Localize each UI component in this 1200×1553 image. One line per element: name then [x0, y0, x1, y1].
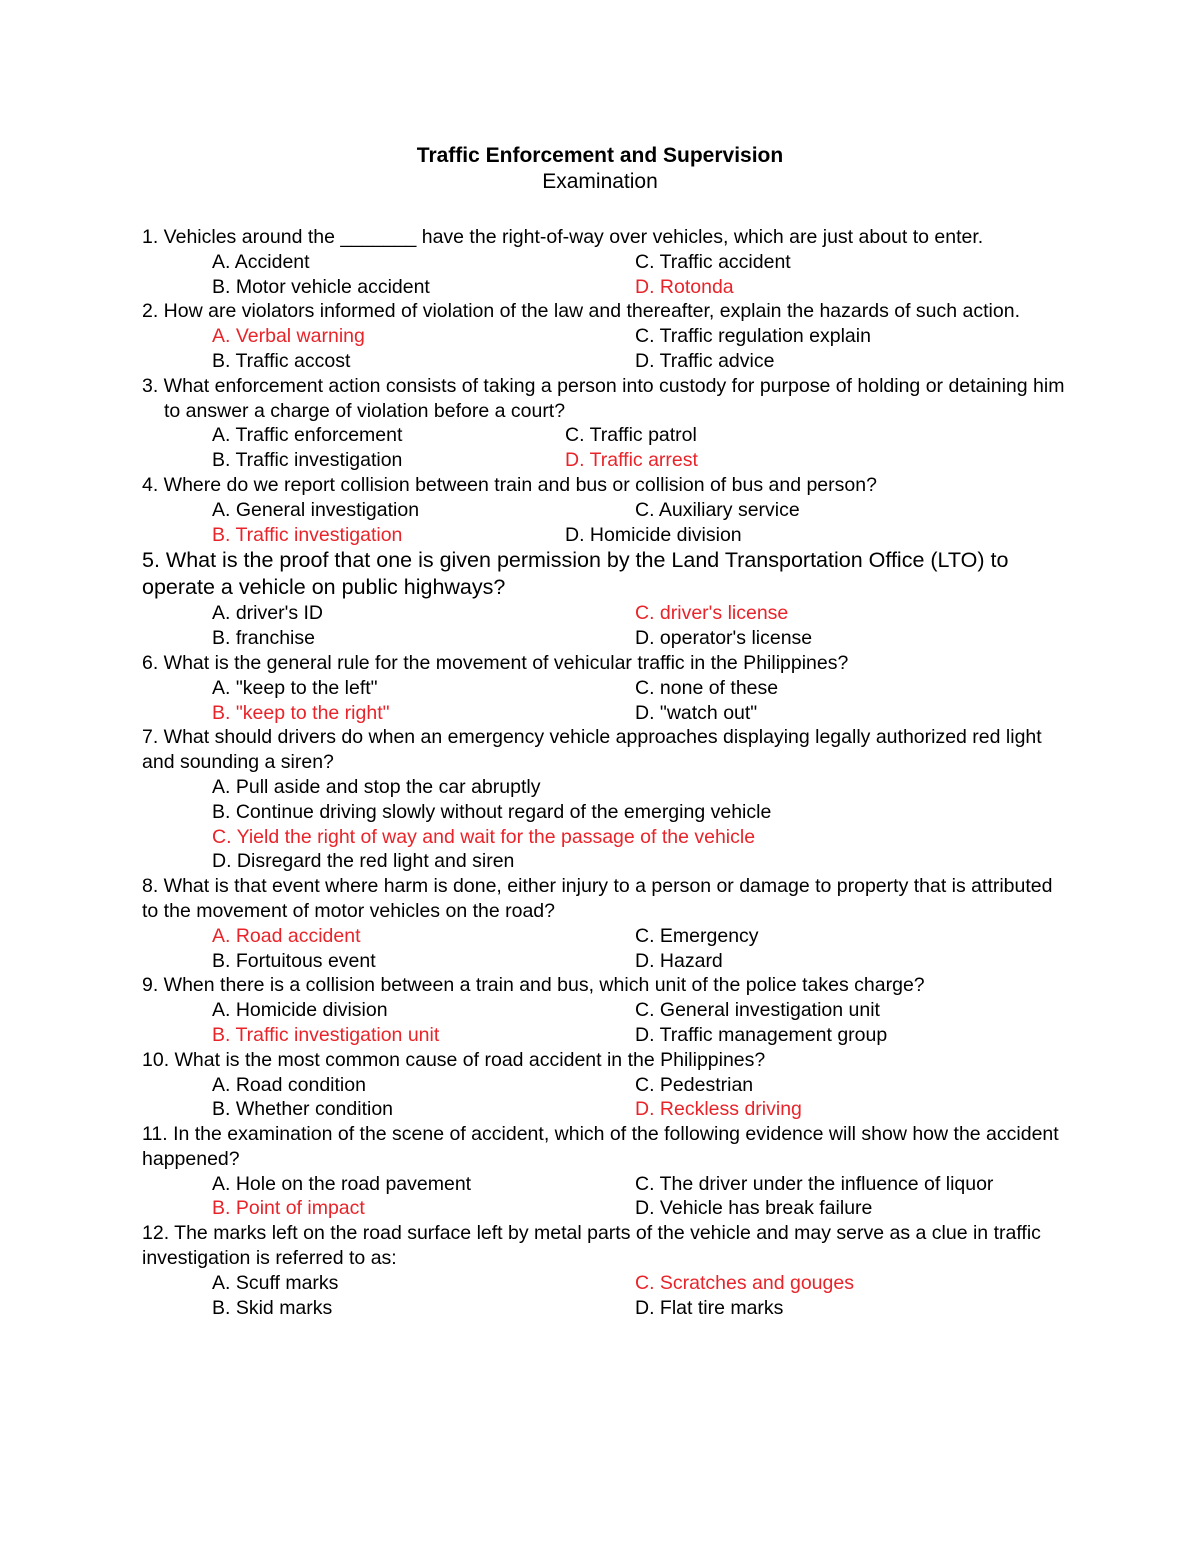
answer-options	[212, 523, 1067, 548]
option: A. Pull aside and stop the car abruptly	[212, 775, 541, 798]
option: D. Traffic advice	[635, 349, 775, 372]
question-12	[142, 1221, 1067, 1320]
option: C. driver's license	[635, 602, 789, 625]
option: A. Hole on the road pavement	[212, 1172, 472, 1195]
option: D. Hazard	[635, 949, 723, 972]
option: B. Traffic investigation	[212, 449, 403, 472]
option: A. driver's ID	[212, 602, 323, 625]
option: B. Skid marks	[212, 1296, 333, 1319]
question-text: 12. The marks left on the road surface left by metal parts of the vehicle and may serve as a clue in traffic investigation is referred to as:	[142, 1222, 1041, 1270]
question-text: 1. Vehicles around the _______ have the right-of-way over vehicles, which are just about to enter.	[142, 226, 984, 248]
question-2	[142, 299, 1067, 373]
question-10	[142, 1048, 1067, 1122]
option: B. Whether condition	[212, 1098, 394, 1121]
option: D. Flat tire marks	[635, 1296, 784, 1319]
option: C. Scratches and gouges	[635, 1271, 854, 1294]
question-text: 11. In the examination of the scene of accident, which of the following evidence will show how the accident happened?	[142, 1123, 1059, 1170]
question-9	[142, 973, 1067, 1047]
option: B. franchise	[212, 627, 315, 650]
option: B. Traffic investigation	[212, 523, 403, 546]
option: D. Disregard the red light and siren	[212, 850, 515, 873]
question-8	[142, 874, 1067, 973]
answer-options	[212, 601, 1067, 651]
option: C. Traffic patrol	[565, 424, 697, 447]
option: A. Road condition	[212, 1073, 366, 1096]
question-4	[142, 473, 1067, 547]
question-11	[142, 1122, 1067, 1221]
option: C. Traffic regulation explain	[635, 325, 871, 348]
option: B. Fortuitous event	[212, 949, 376, 972]
option: D. Reckless driving	[635, 1098, 802, 1121]
answer-options	[212, 1172, 1067, 1222]
option: B. Traffic accost	[212, 349, 351, 372]
option: B. Motor vehicle accident	[212, 275, 430, 298]
option: C. Traffic accident	[635, 250, 791, 273]
question-text: 2. How are violators informed of violation of the law and thereafter, explain the hazards of such action.	[142, 300, 1020, 323]
option: C. Pedestrian	[635, 1073, 754, 1096]
option: A. Road accident	[212, 924, 361, 947]
option: D. Vehicle has break failure	[635, 1197, 873, 1220]
option: A. Traffic enforcement	[212, 424, 403, 447]
option: C. none of these	[635, 676, 779, 699]
question-list	[142, 225, 1067, 1320]
option: A. General investigation	[212, 498, 420, 521]
option: A. "keep to the left"	[212, 676, 378, 699]
question-7	[142, 725, 1067, 874]
option: B. Point of impact	[212, 1197, 365, 1220]
question-text: 7. What should drivers do when an emergency vehicle approaches displaying legally authorized red light and sounding a siren?	[142, 726, 1042, 774]
question-5	[142, 547, 1067, 651]
question-6	[142, 651, 1067, 725]
option: C. Yield the right of way and wait for the passage of the vehicle	[212, 825, 756, 848]
option: B. Traffic investigation unit	[212, 1023, 440, 1046]
answer-options	[212, 998, 1067, 1048]
question-text: 5. What is the proof that one is given permission by the Land Transportation Office (LTO) to operate a vehicle on public highways?	[142, 548, 1009, 600]
answer-options	[212, 775, 1067, 874]
option: A. Homicide division	[212, 999, 388, 1022]
option: A. Verbal warning	[212, 325, 365, 348]
option: A. Accident	[212, 250, 310, 273]
answer-options	[212, 1271, 1067, 1321]
option: D. "watch out"	[635, 701, 758, 724]
question-text: 4. Where do we report collision between train and bus or collision of bus and person?	[142, 473, 877, 496]
answer-options	[212, 250, 1067, 300]
option: C. General investigation unit	[635, 999, 880, 1022]
document-title: Traffic Enforcement and Supervision	[416, 144, 784, 167]
option: B. "keep to the right"	[212, 701, 390, 724]
option: D. Rotonda	[635, 275, 734, 298]
answer-options	[212, 924, 1067, 974]
answer-options	[212, 1073, 1067, 1123]
question-text: 6. What is the general rule for the movement of vehicular traffic in the Philippines?	[142, 651, 849, 674]
question-text: 9. When there is a collision between a train and bus, which unit of the police takes charge?	[142, 974, 925, 997]
option: C. The driver under the influence of liquor	[635, 1172, 994, 1195]
answer-options	[212, 498, 1067, 523]
option: D. Traffic management group	[635, 1023, 888, 1046]
option: A. Scuff marks	[212, 1271, 339, 1294]
document-subtitle: Examination	[542, 170, 658, 193]
answer-options	[212, 423, 1067, 473]
question-text: 3. What enforcement action consists of taking a person into custody for purpose of holding or detaining him to answer a charge of violation before a court?	[142, 374, 1065, 422]
option: B. Continue driving slowly without regard of the emerging vehicle	[212, 800, 772, 823]
option: C. Auxiliary service	[635, 498, 800, 521]
option: D. operator's license	[635, 627, 813, 650]
question-3	[142, 374, 1067, 473]
option: D. Homicide division	[565, 523, 742, 546]
question-text: 8. What is that event where harm is done, either injury to a person or damage to property that is attributed to the movement of motor vehicles on the road?	[142, 875, 1053, 922]
option: D. Traffic arrest	[565, 449, 698, 472]
question-text: 10. What is the most common cause of road accident in the Philippines?	[142, 1048, 766, 1071]
answer-options	[212, 676, 1067, 726]
question-1	[142, 225, 1067, 299]
option: C. Emergency	[635, 924, 759, 947]
answer-options	[212, 324, 1067, 374]
